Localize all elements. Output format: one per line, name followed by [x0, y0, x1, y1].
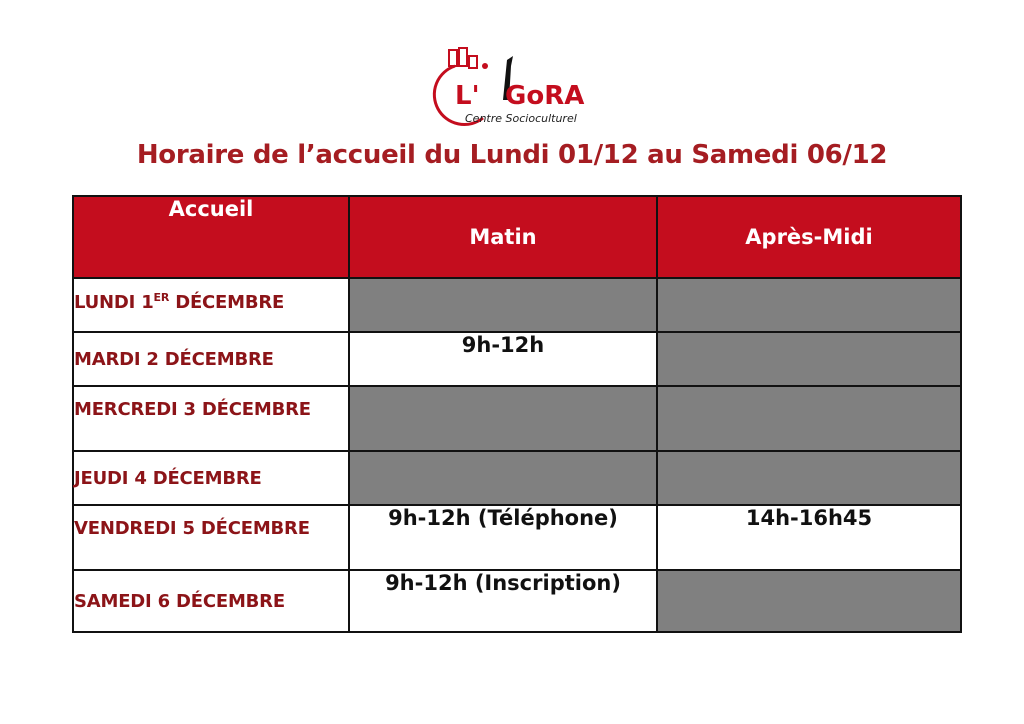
table-header-row — [73, 196, 961, 278]
matin-cell: 9h-12h (Inscription) — [349, 570, 657, 632]
table-row — [73, 570, 961, 632]
matin-cell-closed — [349, 386, 657, 451]
table-row — [73, 332, 961, 386]
apres-midi-cell-closed — [657, 332, 961, 386]
matin-cell-closed — [349, 278, 657, 332]
logo-brand: GoRA — [505, 81, 585, 111]
schedule-table — [72, 195, 962, 633]
logo-graphic — [425, 46, 615, 130]
header-accueil: Accueil — [73, 196, 349, 278]
apres-midi-cell-closed — [657, 278, 961, 332]
table-row — [73, 386, 961, 451]
day-label: JEUDI 4 DÉCEMBRE — [73, 451, 349, 505]
day-label: MERCREDI 3 DÉCEMBRE — [73, 386, 349, 451]
matin-cell: 9h-12h (Téléphone) — [349, 505, 657, 570]
matin-cell-closed — [349, 451, 657, 505]
logo-subtitle: Centre Socioculturel — [465, 112, 577, 125]
apres-midi-cell-closed — [657, 570, 961, 632]
agora-logo — [425, 46, 615, 130]
day-label: VENDREDI 5 DÉCEMBRE — [73, 505, 349, 570]
header-apres-midi: Après-Midi — [657, 196, 961, 278]
matin-cell: 9h-12h — [349, 332, 657, 386]
table-row — [73, 505, 961, 570]
apres-midi-cell-closed — [657, 451, 961, 505]
day-label — [73, 278, 349, 332]
header-matin: Matin — [349, 196, 657, 278]
day-month: DÉCEMBRE — [169, 292, 285, 313]
day-ordinal: ER — [153, 291, 170, 304]
logo-prefix: L' — [455, 81, 480, 111]
page-title: Horaire de l’accueil du Lundi 01/12 au Samedi 06/12 — [136, 140, 888, 170]
day-label: MARDI 2 DÉCEMBRE — [73, 332, 349, 386]
day-label: SAMEDI 6 DÉCEMBRE — [73, 570, 349, 632]
table-row — [73, 278, 961, 332]
apres-midi-cell-closed — [657, 386, 961, 451]
table-row — [73, 451, 961, 505]
day-name: LUNDI 1 — [74, 292, 154, 313]
apres-midi-cell: 14h-16h45 — [657, 505, 961, 570]
